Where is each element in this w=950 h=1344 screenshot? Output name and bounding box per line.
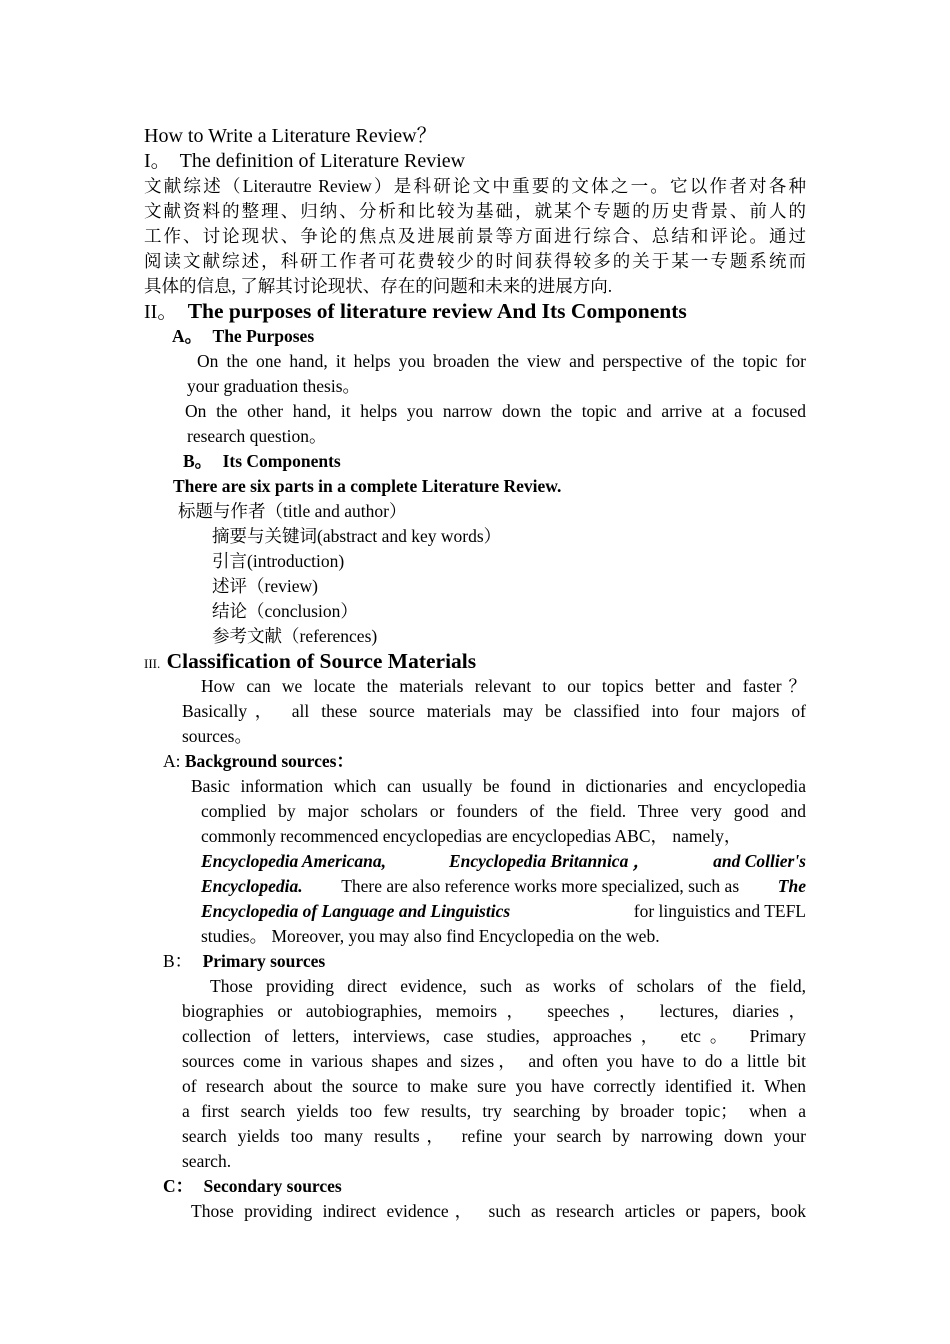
encyclopedia-title: Encyclopedia of Language and Linguistics (201, 901, 511, 921)
section-1-para-line: 工作、讨论现状、争论的焦点及进展前景等方面进行综合、总结和评论。通过 (144, 226, 806, 246)
component-item: 摘要与关键词(abstract and key words） (212, 526, 502, 546)
primary-line: of research about the source to make sure you have correctly identified it. When (182, 1076, 806, 1096)
background-sources-heading (163, 749, 354, 774)
encyclopedia-title: and Collier's (713, 851, 806, 871)
section-1-para-line: 具体的信息, 了解其讨论现状、存在的问题和未来的进展方向. (144, 276, 613, 296)
secondary-line: Those providing indirect evidence， such as research articles or papers, book (191, 1201, 806, 1221)
primary-line: collection of letters, interviews, case studies, approaches， etc。 Primary (182, 1026, 806, 1046)
section-3-heading (144, 649, 476, 676)
primary-line: sources come in various shapes and sizes， and often you have to do a little bit (182, 1051, 806, 1071)
encyclopedia-title: Encyclopedia Britannica ， (448, 851, 651, 871)
purposes-line: research question。 (187, 426, 327, 446)
section-1-para-line: 阅读文献综述，科研工作者可花费较少的时间获得较多的关于某一专题系统而 (144, 251, 806, 271)
primary-line: biographies or autobiographies, memoirs， speeches， lectures, diaries， (182, 1001, 806, 1021)
background-line: studies。 Moreover, you may also find Encyclopedia on the web. (201, 926, 660, 946)
purposes-line: your graduation thesis。 (187, 376, 361, 396)
component-item: 引言(introduction) (212, 551, 345, 571)
section-2-heading (144, 299, 687, 325)
background-text: There are also reference works more specialized, such as (341, 876, 740, 896)
primary-line: a first search yields too few results, try searching by broader topic； when a (182, 1101, 806, 1121)
section-2-number: II。 (144, 301, 178, 323)
section-1-para-line: 文献资料的整理、归纳、分析和比较为基础，就某个专题的历史背景、前人的 (144, 201, 806, 221)
background-encyclopedias-line (201, 849, 806, 874)
subsection-b-heading (183, 449, 341, 474)
encyclopedia-title: Encyclopedia. (201, 876, 303, 896)
section-1-title: The definition of Literature Review (179, 150, 466, 172)
primary-sources-title: Primary sources (202, 951, 326, 971)
component-item: 参考文献（references) (212, 626, 378, 646)
section-3-title: Classification of Source Materials (166, 649, 477, 673)
document-title: How to Write a Literature Review？ (144, 125, 437, 147)
section-1-para-line: 文献综述（Literautre Review）是科研论文中重要的文体之一。它以作者对各种 (144, 176, 806, 196)
primary-line: search. (182, 1151, 232, 1171)
section-3-intro-line: Basically， all these source materials may be classified into four majors of (182, 701, 806, 721)
subsection-a-heading (172, 324, 314, 349)
background-text: for linguistics and TEFL (633, 901, 806, 921)
purposes-line: On the other hand, it helps you narrow down the topic and arrive at a focused (185, 401, 806, 421)
component-item: 标题与作者（title and author） (178, 501, 407, 521)
subsection-a-label: A。 (172, 326, 203, 346)
section-3-intro-line: sources。 (182, 726, 252, 746)
background-sources-label: A: (163, 751, 181, 771)
primary-sources-heading (163, 949, 325, 974)
purposes-line: On the one hand, it helps you broaden the view and perspective of the topic for (197, 351, 806, 371)
secondary-sources-heading (163, 1174, 342, 1199)
primary-line: Those providing direct evidence, such as works of scholars of the field, (210, 976, 806, 996)
section-1-heading (144, 149, 465, 174)
background-line: complied by major scholars or founders of the field. Three very good and (201, 801, 806, 821)
primary-line: search yields too many results， refine your search by narrowing down your (182, 1126, 806, 1146)
subsection-b-label: B。 (183, 451, 213, 471)
section-1-number: I。 (144, 150, 171, 172)
section-3-intro-line: How can we locate the materials relevant to our topics better and faster？ (201, 676, 806, 696)
background-line (201, 899, 806, 924)
encyclopedia-title: Encyclopedia Americana, (201, 851, 387, 871)
encyclopedia-title: The (777, 876, 806, 896)
subsection-b-title: Its Components (222, 451, 341, 471)
section-3-number: III. (144, 656, 161, 671)
background-line: commonly recommenced encyclopedias are encyclopedias ABC， namely， (201, 826, 742, 846)
component-item: 结论（conclusion） (212, 601, 358, 621)
components-intro: There are six parts in a complete Literature Review. (173, 476, 562, 496)
section-2-title: The purposes of literature review And Its Components (187, 299, 687, 323)
background-sources-title: Background sources： (184, 751, 354, 771)
secondary-sources-title: Secondary sources (203, 1176, 342, 1196)
background-line: Basic information which can usually be found in dictionaries and encyclopedia (191, 776, 806, 796)
secondary-sources-label: C： (163, 1176, 194, 1196)
primary-sources-label: B： (163, 951, 193, 971)
background-line (201, 874, 806, 899)
subsection-a-title: The Purposes (212, 326, 315, 346)
component-item: 述评（review) (212, 576, 318, 596)
